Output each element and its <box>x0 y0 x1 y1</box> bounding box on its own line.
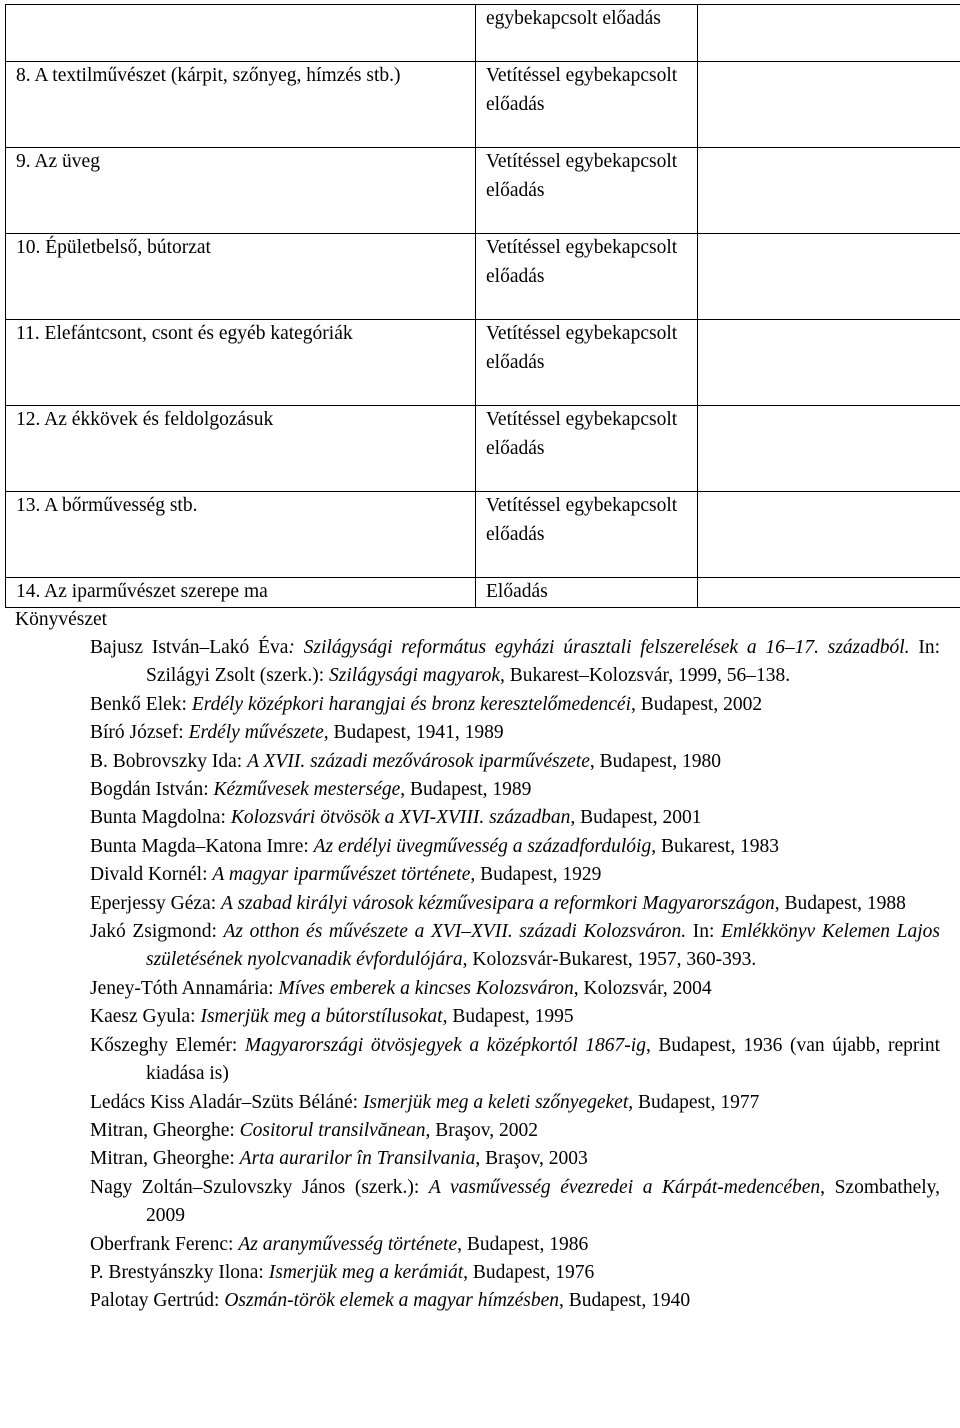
entry-text: , Budapest, 1936 (van újabb, reprint kiadása is) <box>146 1034 940 1085</box>
topic-cell: 11. Elefántcsont, csont és egyéb kategóriák <box>6 320 476 406</box>
table-row <box>6 62 960 148</box>
entry-text: , Budapest, 2001 <box>570 807 702 829</box>
bibliography-entry <box>90 804 940 832</box>
bibliography-entry <box>90 1287 940 1315</box>
table-row <box>6 234 960 320</box>
course-topics-body <box>6 5 960 609</box>
work-title: Szilágysági magyarok <box>329 665 501 687</box>
method-cell: Vetítéssel egybekapcsolt előadás <box>476 320 698 406</box>
entry-text: Palotay Gertrúd: <box>90 1290 225 1312</box>
topic-cell <box>6 5 476 62</box>
table-row <box>6 148 960 234</box>
entry-text: Jakó Zsigmond: <box>90 921 224 943</box>
bibliography-entry <box>90 1032 940 1089</box>
table-row <box>6 578 960 608</box>
bibliography-entry <box>90 1117 940 1145</box>
entry-text: , Bukarest–Kolozsvár, 1999, 56–138. <box>500 665 791 687</box>
topic-cell: 12. Az ékkövek és feldolgozásuk <box>6 406 476 492</box>
entry-text: Mitran, Gheorghe: <box>90 1119 240 1141</box>
bibliography-entry <box>90 890 940 918</box>
table-row <box>6 406 960 492</box>
extra-cell <box>698 320 960 406</box>
entry-text: Kaesz Gyula: <box>90 1006 201 1028</box>
topic-cell: 8. A textilművészet (kárpit, szőnyeg, hímzés stb.) <box>6 62 476 148</box>
entry-text: , Budapest, 1977 <box>628 1091 760 1113</box>
extra-cell <box>698 406 960 492</box>
method-cell: Vetítéssel egybekapcsolt előadás <box>476 234 698 320</box>
extra-cell <box>698 148 960 234</box>
entry-text: Ledács Kiss Aladár–Szüts Béláné: <box>90 1091 363 1113</box>
entry-text: Bogdán István: <box>90 779 214 801</box>
work-title: Az otthon és művészete a XVI–XVII. századi Kolozsváron. <box>223 921 687 943</box>
work-title: Ismerjük meg a kerámiát <box>268 1261 464 1283</box>
work-title: Az aranyművesség története <box>238 1233 458 1255</box>
bibliography-entry <box>90 719 940 747</box>
bibliography-entry <box>90 776 940 804</box>
entry-text: , Bukarest, 1983 <box>651 835 780 857</box>
bibliography-entry <box>90 861 940 889</box>
table-row <box>6 320 960 406</box>
course-topics-table <box>5 4 960 608</box>
entry-text: Bajusz István–Lakó Éva <box>90 637 289 658</box>
entry-text: , Budapest, 1995 <box>442 1006 574 1028</box>
bibliography-entry <box>90 1145 940 1173</box>
bibliography-entry <box>90 1174 940 1231</box>
bibliography-heading-row <box>6 607 960 608</box>
work-title: Emlékkönyv Kelemen Lajos születésének nyolcvanadik évfordulójára <box>146 921 941 971</box>
bibliography-entry <box>90 634 940 691</box>
entry-text: In: <box>686 921 722 943</box>
work-title: A vasművesség évezredei a Kárpát-medencében <box>428 1176 821 1198</box>
bibliography-entry <box>90 975 940 1003</box>
method-cell: Vetítéssel egybekapcsolt előadás <box>476 148 698 234</box>
entry-text: , Budapest, 1986 <box>457 1233 589 1255</box>
entry-text: B. Bobrovszky Ida: <box>90 750 248 772</box>
bibliography-entry <box>90 748 940 776</box>
bibliography-entry <box>90 1089 940 1117</box>
entry-text: , Budapest, 1940 <box>559 1290 691 1312</box>
extra-cell <box>698 492 960 578</box>
bibliography-entry <box>90 1003 940 1031</box>
bibliography-entry <box>90 833 940 861</box>
bibliography-entry <box>90 1231 940 1259</box>
entry-text: In: Szilágyi Zsolt (szerk.): <box>146 637 940 687</box>
work-title: Cositorul transilvănean <box>239 1119 426 1141</box>
entry-text: , Budapest, 1976 <box>463 1261 595 1283</box>
entry-text: , Braşov, 2003 <box>475 1148 588 1170</box>
work-title: Erdély művészete <box>188 722 324 744</box>
method-cell: Vetítéssel egybekapcsolt előadás <box>476 492 698 578</box>
entry-text: , Budapest, 1988 <box>774 892 906 914</box>
bibliography-entry <box>90 691 940 719</box>
method-cell: Vetítéssel egybekapcsolt előadás <box>476 62 698 148</box>
topic-cell: 10. Épületbelső, bútorzat <box>6 234 476 320</box>
entry-text: Divald Kornél: <box>90 864 213 886</box>
entry-text: , Budapest, 1941, 1989 <box>323 722 504 744</box>
work-title: Arta aurarilor în Transilvania <box>239 1148 476 1170</box>
work-title: Míves emberek a kincses Kolozsváron <box>278 977 574 999</box>
entry-text: P. Brestyánszky Ilona: <box>90 1261 269 1283</box>
entry-text: Benkő Elek: <box>90 693 192 715</box>
extra-cell <box>698 234 960 320</box>
work-title: A XVII. századi mezővárosok iparművészete <box>247 750 590 772</box>
entry-text: Nagy Zoltán–Szulovszky János (szerk.): <box>90 1176 429 1198</box>
entry-text: Jeney-Tóth Annamária: <box>90 977 279 999</box>
entry-text: Oberfrank Ferenc: <box>90 1233 239 1255</box>
entry-text: Eperjessy Géza: <box>90 892 222 914</box>
bibliography-entry <box>90 1259 940 1287</box>
entry-text: , Budapest, 1989 <box>400 779 532 801</box>
method-cell: Vetítéssel egybekapcsolt előadás <box>476 406 698 492</box>
work-title: Oszmán-török elemek a magyar hímzésben <box>224 1290 559 1312</box>
extra-cell <box>698 5 960 62</box>
topic-cell: 14. Az iparművészet szerepe ma <box>6 578 476 608</box>
entry-text: , Szombathely, 2009 <box>146 1176 941 1227</box>
work-title: Az erdélyi üvegművesség a századfordulóig <box>313 835 652 857</box>
extra-cell <box>698 578 960 608</box>
entry-text: , Budapest, 2002 <box>631 693 763 715</box>
entry-text: , Kolozsvár, 2004 <box>573 977 712 999</box>
table-row <box>6 5 960 62</box>
work-title: Kolozsvári ötvösök a XVI-XVIII. században <box>230 807 571 829</box>
entry-text: , Braşov, 2002 <box>425 1119 538 1141</box>
table-row <box>6 492 960 578</box>
bibliography-entry <box>90 918 940 975</box>
entry-text: , Budapest, 1980 <box>589 750 721 772</box>
entry-text: Bunta Magdolna: <box>90 807 231 829</box>
extra-cell <box>698 62 960 148</box>
entry-text: , Kolozsvár-Bukarest, 1957, 360-393. <box>462 949 757 971</box>
method-cell: Előadás <box>476 578 698 608</box>
work-title: Erdély középkori harangjai és bronz keresztelőmedencéi <box>191 693 632 715</box>
entry-text: Bunta Magda–Katona Imre: <box>90 835 314 857</box>
work-title: Kézművesek mestersége <box>213 779 401 801</box>
topic-cell: 13. A bőrművesség stb. <box>6 492 476 578</box>
bibliography-heading: Könyvészet <box>15 609 108 630</box>
work-title: A szabad királyi városok kézművesipara a reformkori Magyarországon <box>221 892 775 914</box>
entry-text: Mitran, Gheorghe: <box>90 1148 240 1170</box>
entry-text: Bíró József: <box>90 722 189 744</box>
work-title: Ismerjük meg a keleti szőnyegeket <box>362 1091 629 1113</box>
work-title: Ismerjük meg a bútorstílusokat <box>200 1006 443 1028</box>
work-title: Magyarországi ötvösjegyek a középkortól 1867-ig <box>244 1034 646 1056</box>
work-title: A magyar iparművészet története <box>212 864 471 886</box>
method-cell: egybekapcsolt előadás <box>476 5 698 62</box>
entry-text: , Budapest, 1929 <box>470 864 602 886</box>
topic-cell: 9. Az üveg <box>6 148 476 234</box>
entry-text: Kőszeghy Elemér: <box>90 1034 245 1056</box>
bibliography-list <box>90 634 940 1316</box>
work-title: : Szilágysági református egyházi úrasztali felszerelések a 16–17. századból. <box>288 637 910 658</box>
